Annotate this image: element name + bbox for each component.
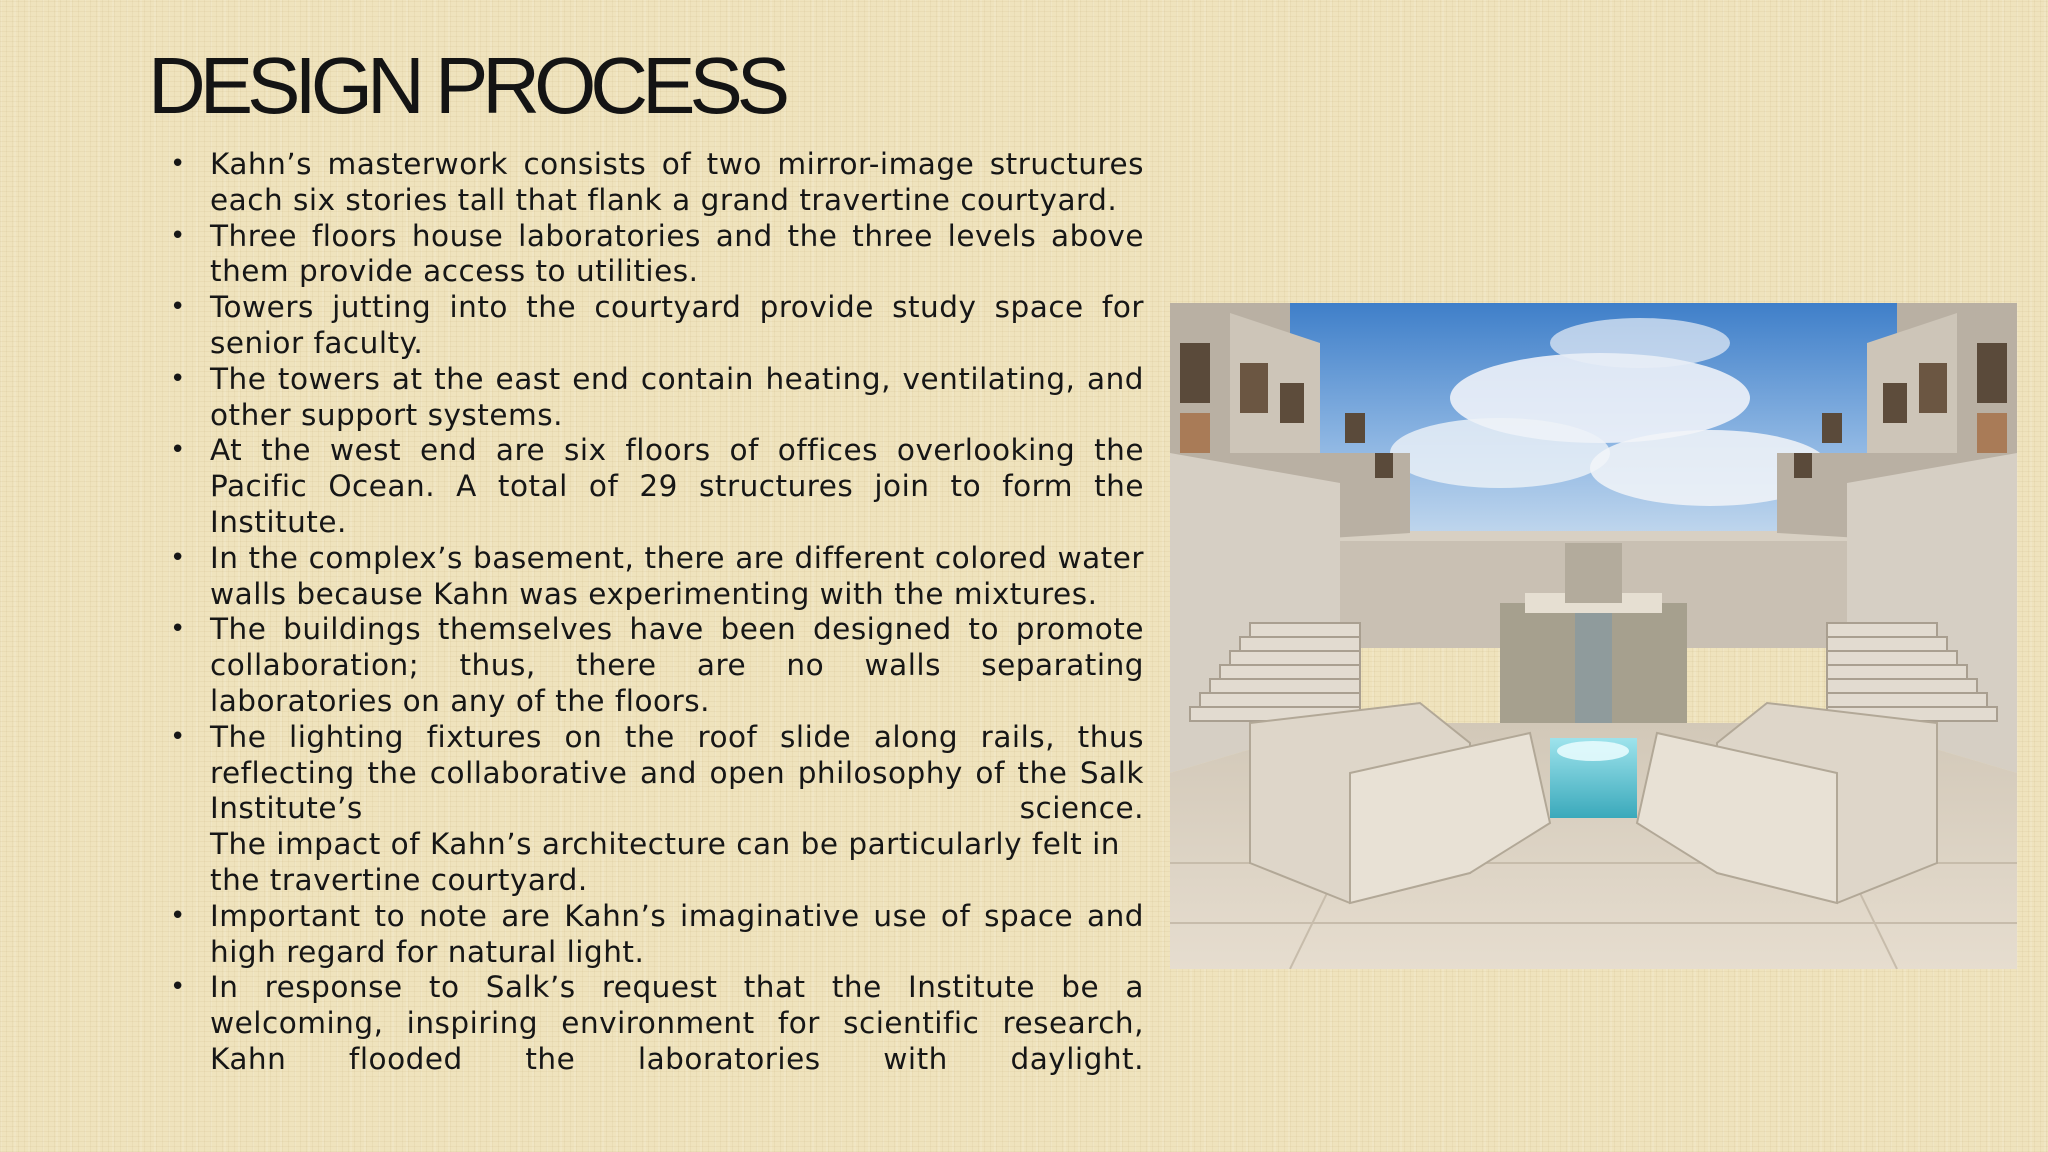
- list-item: [170, 290, 1144, 362]
- right-window: [1919, 363, 1947, 413]
- bullet-text: The buildings themselves have been designed to promote collaboration; thus, there are no walls separating laboratories on any of the floors.: [210, 612, 1144, 718]
- left-window: [1180, 343, 1210, 403]
- bullet-text: The lighting fixtures on the roof slide along rails, thus reflecting the collaborative and open philosophy of the Salk Institute’s science.: [210, 719, 1144, 826]
- bullet-marker: •: [170, 972, 186, 1003]
- right-window: [1977, 343, 2007, 403]
- bullet-marker: •: [170, 721, 186, 752]
- left-window: [1345, 413, 1365, 443]
- list-item: [170, 362, 1144, 434]
- list-item: [170, 899, 1144, 971]
- bullet-marker: •: [170, 435, 186, 466]
- bullet-text: At the west end are six floors of offices overlooking the Pacific Ocean. A total of 29 structures join to form the Institute.: [210, 433, 1144, 539]
- fountain-channel: [1565, 543, 1622, 603]
- cloud: [1390, 418, 1610, 488]
- cloud: [1550, 318, 1730, 368]
- right-window: [1822, 413, 1842, 443]
- bullet-marker: •: [170, 292, 186, 323]
- bullet-text: Important to note are Kahn’s imaginative use of space and high regard for natural light.: [210, 898, 1144, 969]
- bullet-text: Kahn’s masterwork consists of two mirror-image structures each six stories tall that flank a grand travertine courtyard.: [210, 147, 1144, 217]
- bullet-text: In response to Salk’s request that the Institute be a welcoming, inspiring environment for scientific research, Kahn flooded the laboratories with daylight.: [210, 970, 1144, 1076]
- right-window: [1794, 453, 1812, 478]
- salk-institute-courtyard-photo: [1170, 303, 2017, 969]
- courtyard-illustration: [1170, 303, 2017, 969]
- list-item: [170, 970, 1144, 1077]
- bullet-text: Three floors house laboratories and the three levels above them provide access to utilities.: [210, 218, 1144, 289]
- bullet-list: [170, 147, 1144, 1078]
- bullet-marker: •: [170, 149, 186, 179]
- bullet-text: Towers jutting into the courtyard provide study space for senior faculty.: [210, 290, 1144, 360]
- water-fall: [1575, 613, 1612, 733]
- bullet-marker: •: [170, 220, 186, 251]
- bullet-text: In the complex’s basement, there are different colored water walls because Kahn was experimenting with the mixtures.: [210, 540, 1144, 611]
- list-item: [170, 433, 1144, 540]
- right-window: [1977, 413, 2007, 453]
- list-item: [170, 147, 1144, 219]
- left-window: [1240, 363, 1268, 413]
- water-splash: [1557, 741, 1629, 761]
- list-item: [170, 219, 1144, 291]
- slide-title: DESIGN PROCESS: [148, 41, 785, 130]
- right-window: [1883, 383, 1907, 423]
- bullet-text: The towers at the east end contain heating, ventilating, and other support systems.: [210, 361, 1144, 432]
- bullet-marker: •: [170, 542, 186, 573]
- left-window: [1375, 453, 1393, 478]
- list-item: [170, 541, 1144, 613]
- bullet-marker: •: [170, 363, 186, 394]
- list-item: [170, 720, 1144, 827]
- left-window: [1180, 413, 1210, 453]
- bullet-marker: •: [170, 614, 186, 645]
- continuation-text: The impact of Kahn’s architecture can be particularly felt in the travertine courtyard.: [210, 827, 1120, 897]
- list-item: [170, 612, 1144, 719]
- left-window: [1280, 383, 1304, 423]
- bullet-marker: •: [170, 900, 186, 931]
